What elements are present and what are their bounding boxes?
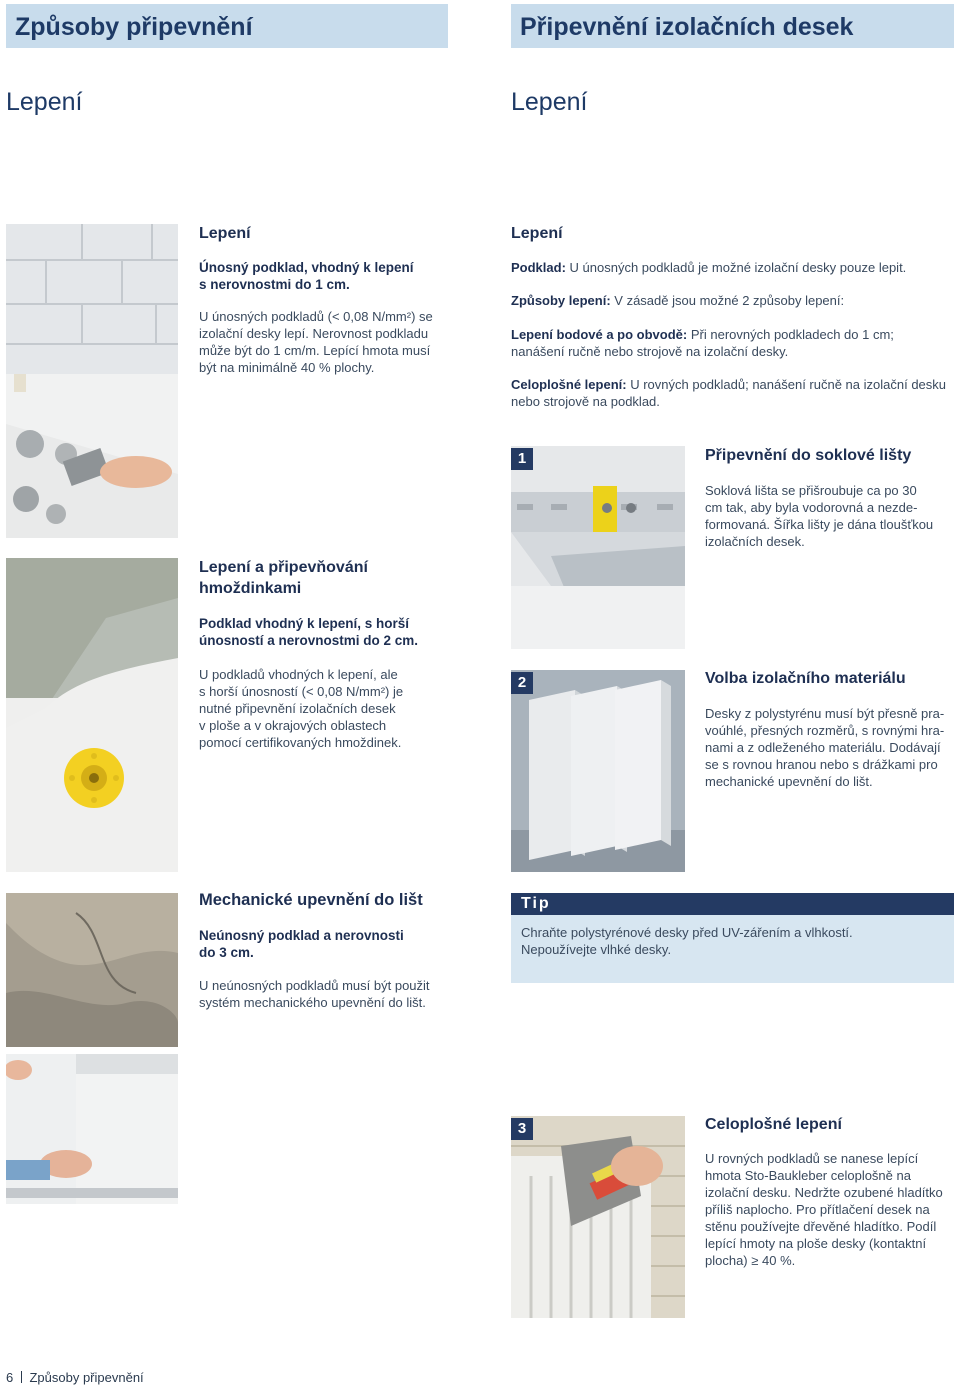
right-header-bar — [511, 4, 954, 48]
glue-body — [199, 308, 459, 376]
step3-title: Celoplošné lepení — [705, 1116, 842, 1133]
tip-header — [511, 893, 954, 915]
step1-body-line: Soklová lišta se přišroubuje ca po 30 — [705, 483, 917, 498]
step1-number: 1 — [511, 448, 533, 470]
zpusoby-label: Způsoby lepení: — [511, 293, 611, 308]
step3-body — [705, 1150, 960, 1269]
mech-title: Mechanické upevnění do lišt — [199, 891, 423, 909]
dowel-body-line: U podkladů vhodných k lepení, ale — [199, 667, 398, 682]
photo-dowel — [6, 558, 178, 872]
dowel-body-line: s horší únosností (< 0,08 N/mm²) je — [199, 684, 404, 699]
glue-body-line: být na minimálně 40 % plochy. — [199, 360, 375, 375]
celoplosne-label: Celoplošné lepení: — [511, 377, 627, 392]
mech-body-line: U neúnosných podkladů musí být použit — [199, 978, 430, 993]
intro-celoplosne — [511, 376, 958, 410]
dowel-subtitle — [199, 615, 459, 649]
step2-title: Volba izolačního materiálu — [705, 670, 906, 687]
step3-body-line: příliš naplocho. Pro přítlačení desek na — [705, 1202, 930, 1217]
mech-body — [199, 977, 459, 1011]
glue-subtitle — [199, 259, 459, 293]
dowel-subtitle-line: Podklad vhodný k lepení, s horší — [199, 616, 410, 631]
step3-body-line: lepící hmoty na ploše desky (kontaktní — [705, 1236, 927, 1251]
dowel-body-line: nutné připevnění izolačních desek — [199, 701, 396, 716]
dowel-body-line: pomocí certifikovaných hmoždinek. — [199, 735, 402, 750]
tip-text — [511, 915, 954, 958]
dowel-title-line: hmoždinkami — [199, 580, 302, 597]
intro-podklad — [511, 259, 956, 276]
right-header-title: Připevnění izolačních desek — [520, 13, 854, 41]
step2-number: 2 — [511, 672, 533, 694]
step1-body — [705, 482, 960, 550]
mech-subtitle-line: do 3 cm. — [199, 945, 254, 960]
dowel-title — [199, 557, 459, 599]
dowel-body-line: v ploše a v okrajových oblastech — [199, 718, 387, 733]
podklad-label: Podklad: — [511, 260, 566, 275]
step2-body-line: voúhlé, přesných rozměrů, s rovnými hra- — [705, 723, 945, 738]
intro-bodove — [511, 326, 956, 360]
step2-body-line: se s rovnou hranou nebo s drážkami pro — [705, 757, 938, 772]
step1-body-line: izolačních desek. — [705, 534, 805, 549]
step3-body-line: plocha) ≥ 40 %. — [705, 1253, 796, 1268]
footer-divider — [21, 1371, 22, 1383]
step3-number: 3 — [511, 1118, 533, 1140]
photo-step1-rail — [511, 446, 685, 649]
bodove-text: Při nerovných podkladech do 1 cm; — [690, 327, 894, 342]
glue-body-line: může být do 1 cm/m. Lepící hmota musí — [199, 343, 431, 358]
left-header-bar — [6, 4, 448, 48]
mech-subtitle-line: Neúnosný podklad a nerovnosti — [199, 928, 404, 943]
intro-title: Lepení — [511, 225, 563, 242]
mech-subtitle — [199, 927, 459, 961]
step2-body-line: nami a z odleženého materiálu. Dodávají — [705, 740, 941, 755]
photo-mech-install — [6, 1054, 178, 1204]
step3-body-line: U rovných podkladů se nanese lepící — [705, 1151, 919, 1166]
dowel-body — [199, 666, 459, 751]
step1-title: Připevnění do soklové lišty — [705, 447, 912, 464]
glue-body-line: U únosných podkladů (< 0,08 N/mm²) se — [199, 309, 433, 324]
photo-step3-trowel — [511, 1116, 685, 1318]
glue-subtitle-line: s nerovnostmi do 1 cm. — [199, 277, 350, 292]
step1-body-line: formovaná. Šířka lišty je dána tloušťkou — [705, 517, 934, 532]
step3-body-line: stěnu používejte dřevěné hladítko. Podíl — [705, 1219, 937, 1234]
left-header-title: Způsoby připevnění — [15, 13, 253, 41]
glue-title: Lepení — [199, 225, 251, 242]
photo-mech-wall — [6, 893, 178, 1047]
mech-body-line: systém mechanického upevnění do lišt. — [199, 995, 426, 1010]
tip-label: Tip — [521, 895, 551, 912]
tip-box — [511, 915, 954, 983]
right-subtitle: Lepení — [511, 88, 588, 116]
footer — [6, 1370, 144, 1385]
tip-line: Nepoužívejte vlhké desky. — [521, 942, 672, 957]
left-subtitle: Lepení — [6, 88, 83, 116]
photo-glue-wall — [6, 224, 178, 538]
footer-page-number: 6 — [6, 1370, 14, 1385]
celoplosne-text: U rovných podkladů; nanášení ručně na izolační desku — [630, 377, 947, 392]
dowel-subtitle-line: únosností a nerovnostmi do 2 cm. — [199, 633, 419, 648]
step2-body — [705, 705, 960, 790]
step1-body-line: cm tak, aby byla vodorovná a nezde- — [705, 500, 918, 515]
celoplosne-text: nebo strojově na podklad. — [511, 394, 660, 409]
dowel-title-line: Lepení a připevňování — [199, 559, 368, 576]
step3-body-line: izolační desku. Nedržte ozubené hladítko — [705, 1185, 943, 1200]
step2-body-line: Desky z polystyrénu musí být přesně pra- — [705, 706, 945, 721]
bodove-text: nanášení ručně nebo strojově na izolační desky. — [511, 344, 789, 359]
step2-body-line: mechanické upevnění do lišt. — [705, 774, 873, 789]
tip-line: Chraňte polystyrénové desky před UV-zářením a vlhkostí. — [521, 925, 853, 940]
intro-zpusoby — [511, 292, 956, 309]
glue-body-line: izolační desky lepí. Nerovnost podkladu — [199, 326, 429, 341]
step3-body-line: hmota Sto-Baukleber celoplošně na — [705, 1168, 911, 1183]
podklad-text: U únosných podkladů je možné izolační desky pouze lepit. — [569, 260, 907, 275]
glue-subtitle-line: Únosný podklad, vhodný k lepení — [199, 260, 414, 275]
zpusoby-text: V zásadě jsou možné 2 způsoby lepení: — [614, 293, 845, 308]
bodove-label: Lepení bodové a po obvodě: — [511, 327, 688, 342]
photo-step2-boards — [511, 670, 685, 872]
footer-section: Způsoby připevnění — [29, 1370, 144, 1385]
